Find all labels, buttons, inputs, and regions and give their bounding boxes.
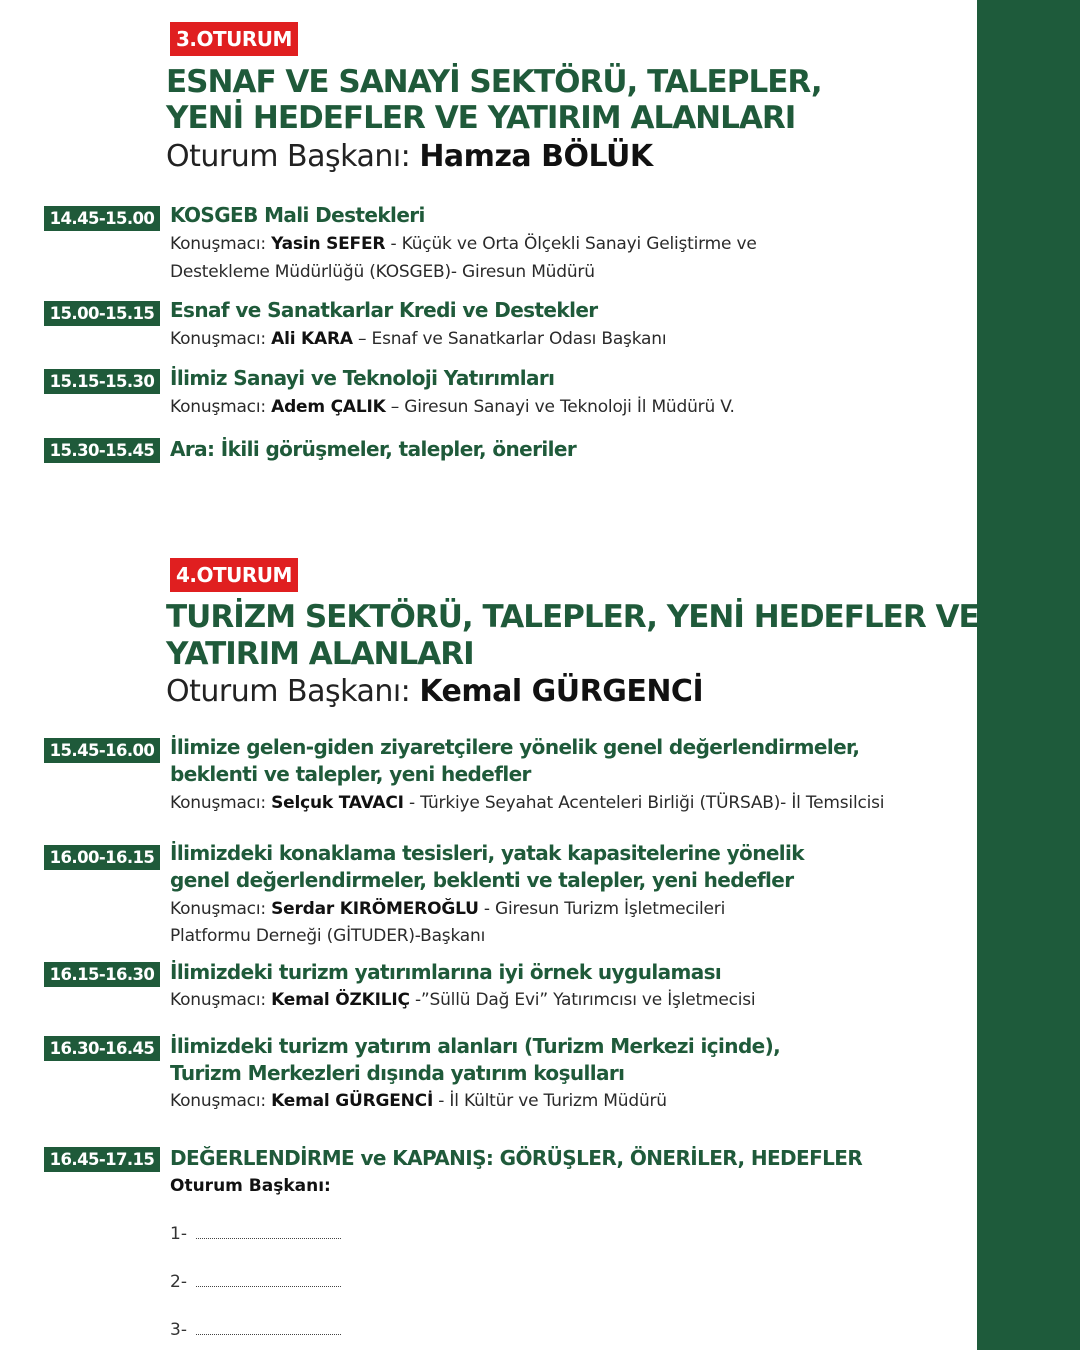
speaker-role: -”Süllü Dağ Evi” Yatırımcısı ve İşletmecisi	[409, 990, 756, 1010]
item-speaker	[170, 789, 884, 817]
speaker-role-cont: Platformu Derneği (GİTUDER)-Başkanı	[170, 926, 486, 946]
fill-in-line	[196, 1286, 341, 1287]
chair-name: Hamza BÖLÜK	[419, 139, 653, 174]
fill-in-line	[196, 1334, 341, 1335]
item-title: İlimizdeki konaklama tesisleri, yatak kapasitelerine yönelik	[170, 841, 805, 865]
speaker-label: Konuşmacı:	[170, 793, 266, 813]
chair-label: Oturum Başkanı:	[166, 139, 411, 174]
speaker-role: – Esnaf ve Sanatkarlar Odası Başkanı	[352, 329, 667, 349]
time-slot: 16.45-17.15	[44, 1147, 160, 1172]
blank-entry	[170, 1222, 350, 1246]
session-chair	[166, 674, 703, 710]
speaker-name: Serdar KIRÖMEROĞLU	[271, 899, 479, 919]
session-badge: 3.OTURUM	[170, 22, 298, 56]
item-title: İlimize gelen-giden ziyaretçilere yönelik genel değerlendirmeler,	[170, 735, 860, 759]
time-slot: 16.15-16.30	[44, 962, 160, 987]
time-slot: 16.30-16.45	[44, 1036, 160, 1061]
item-speaker	[170, 986, 755, 1014]
speaker-role: – Giresun Sanayi ve Teknoloji İl Müdürü V.	[385, 397, 735, 417]
item-title: İlimiz Sanayi ve Teknoloji Yatırımları	[170, 366, 555, 390]
item-title-cont: beklenti ve talepler, yeni hedefler	[170, 762, 531, 786]
closing-title: DEĞERLENDİRME ve KAPANIŞ: GÖRÜŞLER, ÖNERİLER, HEDEFLER	[170, 1146, 863, 1170]
blank-number: 2-	[170, 1272, 187, 1292]
speaker-label: Konuşmacı:	[170, 329, 266, 349]
item-title-cont: Turizm Merkezleri dışında yatırım koşulları	[170, 1061, 625, 1085]
item-title-cont: genel değerlendirmeler, beklenti ve talepler, yeni hedefler	[170, 868, 794, 892]
time-slot: 15.30-15.45	[44, 438, 160, 463]
speaker-label: Konuşmacı:	[170, 899, 266, 919]
speaker-name: Selçuk TAVACI	[271, 793, 404, 813]
speaker-name: Adem ÇALIK	[271, 397, 386, 417]
time-slot: 14.45-15.00	[44, 206, 160, 231]
item-title: İlimizdeki turizm yatırım alanları (Turizm Merkezi içinde),	[170, 1034, 781, 1058]
item-speaker	[170, 1087, 667, 1115]
item-speaker	[170, 895, 725, 923]
blank-entry	[170, 1270, 350, 1294]
session-title-line2: YENİ HEDEFLER VE YATIRIM ALANLARI	[166, 100, 796, 136]
time-slot: 15.45-16.00	[44, 738, 160, 763]
right-sidebar-band	[977, 0, 1080, 1350]
speaker-label: Konuşmacı:	[170, 1091, 266, 1111]
time-slot: 15.15-15.30	[44, 369, 160, 394]
speaker-role: - İl Kültür ve Turizm Müdürü	[433, 1091, 667, 1111]
session-title-line2: YATIRIM ALANLARI	[166, 636, 474, 672]
speaker-role-cont: Destekleme Müdürlüğü (KOSGEB)- Giresun Müdürü	[170, 262, 595, 282]
item-speaker	[170, 230, 757, 258]
item-title: Ara: İkili görüşmeler, talepler, öneriler	[170, 437, 577, 461]
speaker-label: Konuşmacı:	[170, 397, 266, 417]
session-title-line1: TURİZM SEKTÖRÜ, TALEPLER, YENİ HEDEFLER VE	[166, 599, 979, 635]
speaker-label: Konuşmacı:	[170, 234, 266, 254]
session-badge: 4.OTURUM	[170, 558, 298, 592]
session-chair	[166, 139, 653, 175]
speaker-role: - Küçük ve Orta Ölçekli Sanayi Geliştirme ve	[385, 234, 757, 254]
fill-in-line	[196, 1238, 341, 1239]
blank-number: 1-	[170, 1224, 187, 1244]
speaker-name: Ali KARA	[271, 329, 353, 349]
chair-label: Oturum Başkanı:	[166, 674, 411, 709]
time-slot: 15.00-15.15	[44, 301, 160, 326]
blank-number: 3-	[170, 1320, 187, 1340]
speaker-role: - Türkiye Seyahat Acenteleri Birliği (TÜRSAB)- İl Temsilcisi	[403, 793, 885, 813]
item-title: Esnaf ve Sanatkarlar Kredi ve Destekler	[170, 298, 598, 322]
blank-entry	[170, 1318, 350, 1342]
speaker-label: Konuşmacı:	[170, 990, 266, 1010]
closing-chair-label: Oturum Başkanı:	[170, 1176, 331, 1196]
session-title-line1: ESNAF VE SANAYİ SEKTÖRÜ, TALEPLER,	[166, 64, 822, 100]
speaker-name: Yasin SEFER	[271, 234, 386, 254]
chair-name: Kemal GÜRGENCİ	[419, 674, 704, 709]
speaker-name: Kemal GÜRGENCİ	[271, 1091, 434, 1111]
item-speaker	[170, 325, 666, 353]
speaker-role: - Giresun Turizm İşletmecileri	[478, 899, 726, 919]
item-title: KOSGEB Mali Destekleri	[170, 203, 425, 227]
speaker-name: Kemal ÖZKILIÇ	[271, 990, 410, 1010]
item-title: İlimizdeki turizm yatırımlarına iyi örnek uygulaması	[170, 960, 722, 984]
time-slot: 16.00-16.15	[44, 845, 160, 870]
item-speaker	[170, 393, 735, 421]
